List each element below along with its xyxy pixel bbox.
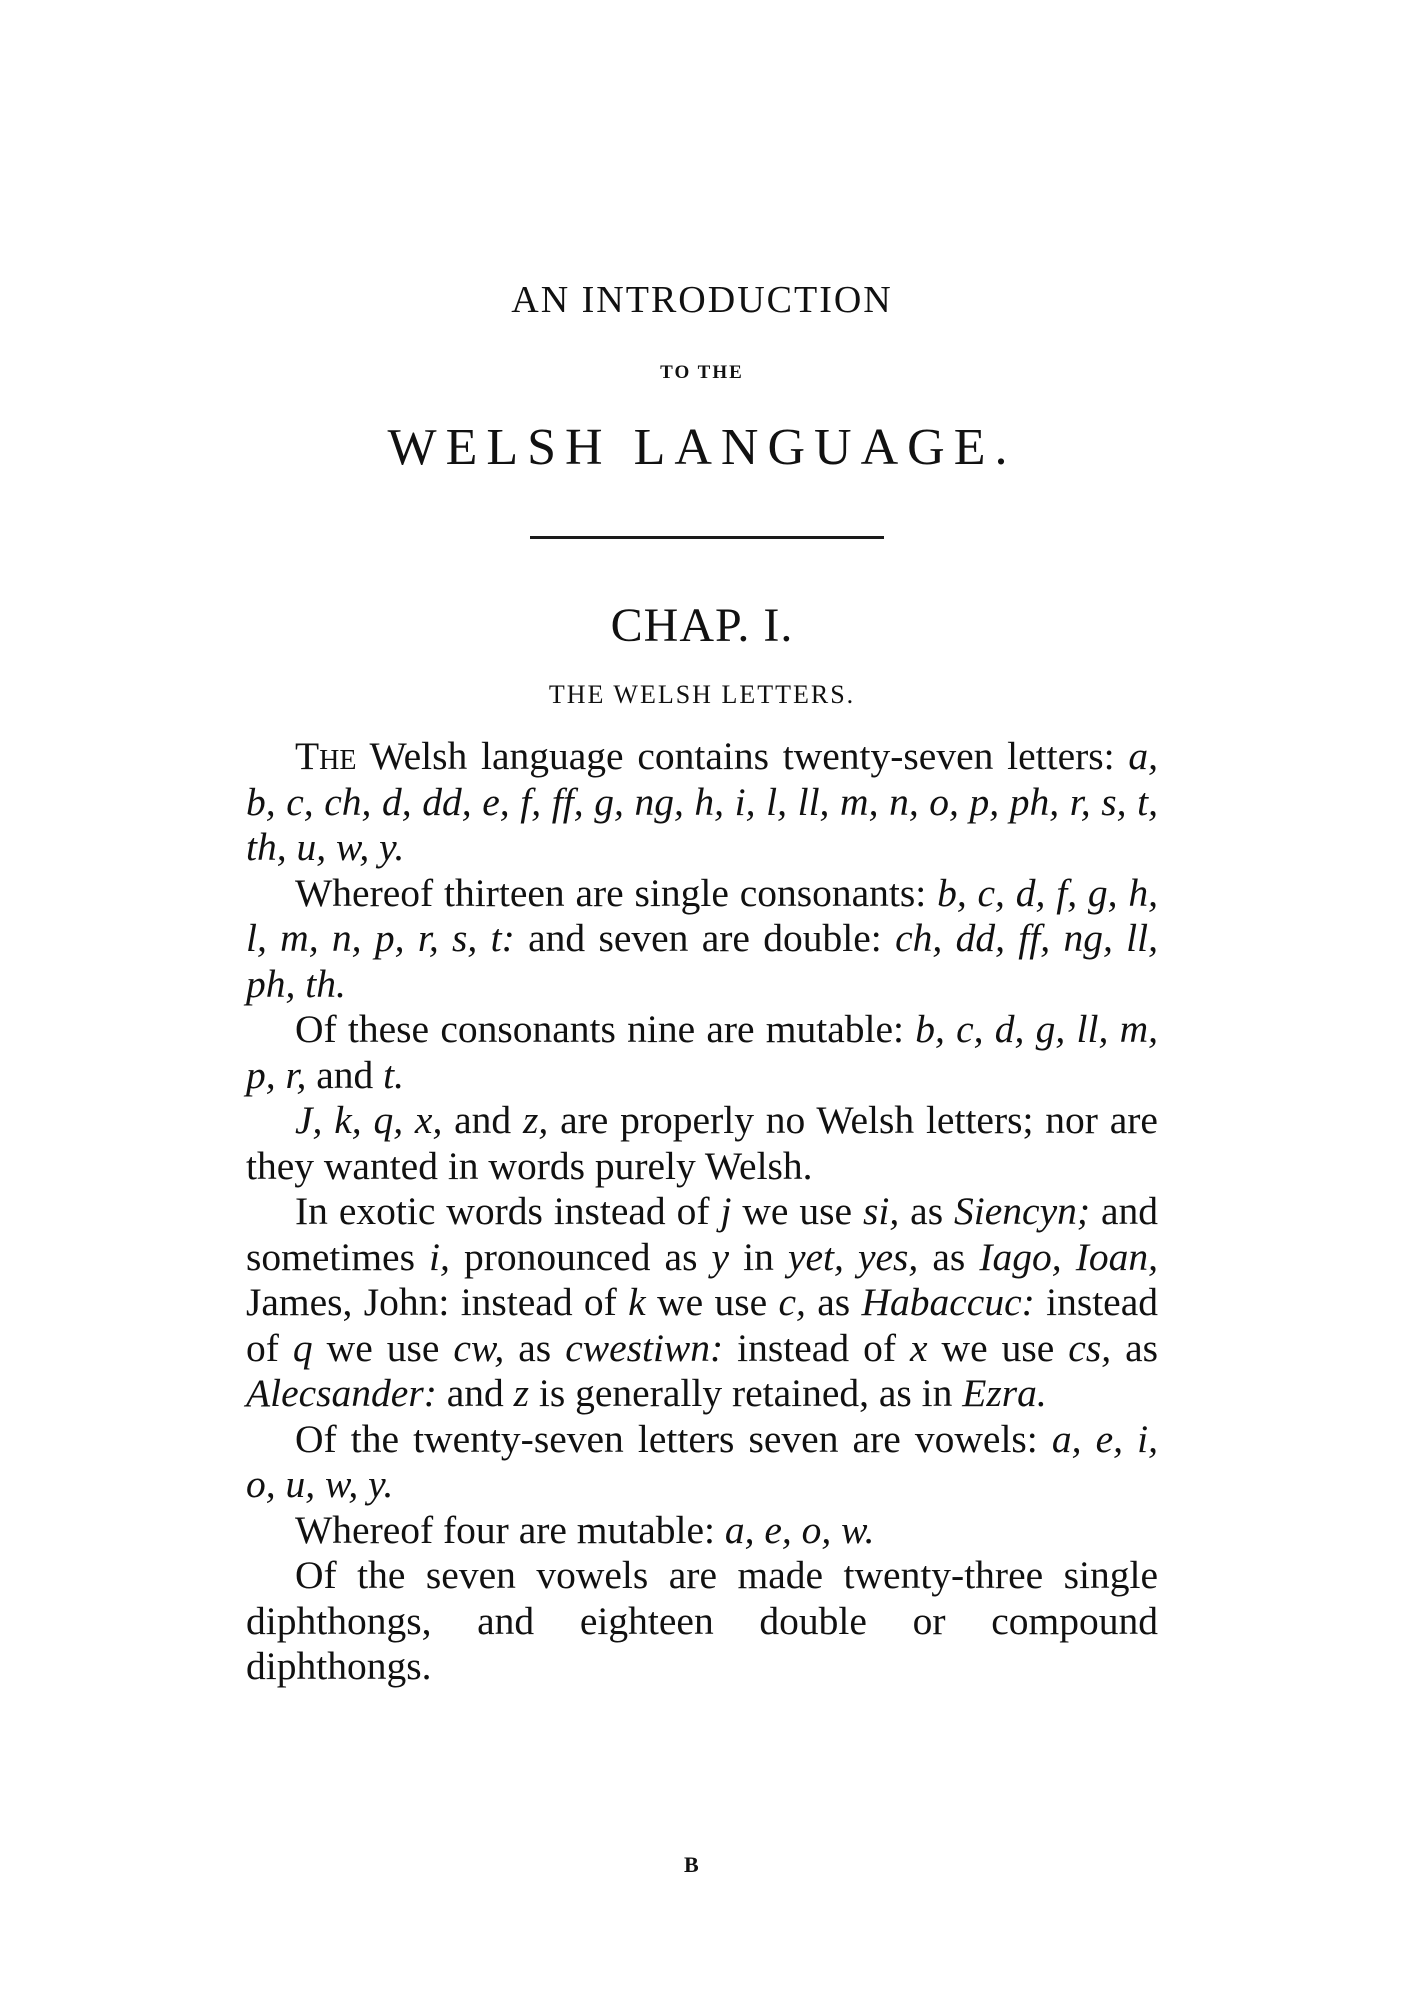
paragraph-diphthongs: Of the seven vowels are made twenty-three single diphthongs, and eighteen double or compound diphthongs.	[246, 1553, 1158, 1688]
paragraph-mutable-consonants: Of these consonants nine are mutable: b, c, d, g, ll, m, p, r, and t.	[246, 1007, 1158, 1097]
chapter-subtitle: THE WELSH LETTERS.	[548, 680, 856, 709]
paragraph-exotic-words: In exotic words instead of j we use si, as Siencyn; and sometimes i, pronounced as y in yet, yes, as Iago, Ioan, James, John: instead of k we use c, as Habaccuc: instead of q we use cw, as cwestiwn: instead of x we use cs, as Alecsander: and z is generally retained, as in Ezra.	[246, 1189, 1158, 1415]
paragraph-mutable-vowels: Whereof four are mutable: a, e, o, w.	[295, 1507, 875, 1552]
drop-word: The	[295, 734, 357, 778]
title-line-welsh-language: WELSH LANGUAGE.	[387, 419, 1017, 476]
paragraph-consonants: Whereof thirteen are single consonants: b, c, d, f, g, h, l, m, n, p, r, s, t: and seven are double: ch, dd, ff, ng, ll, ph, th.	[246, 870, 1158, 1006]
title-line-to-the: TO THE	[660, 362, 744, 383]
paragraph-letters: The Welsh language contains twenty-seven letters: a, b, c, ch, d, dd, e, f, ff, g, ng, h, i, l, ll, m, n, o, p, ph, r, s, t, th, u, w, y.	[246, 734, 1158, 869]
paragraph-non-welsh-letters: J, k, q, x, and z, are properly no Welsh letters; nor are they wanted in words purely Welsh.	[246, 1098, 1158, 1188]
paragraph-vowels: Of the twenty-seven letters seven are vowels: a, e, i, o, u, w, y.	[246, 1416, 1159, 1506]
body-text	[246, 734, 1158, 1690]
title-line-introduction: AN INTRODUCTION	[511, 279, 893, 321]
horizontal-rule	[530, 536, 884, 539]
signature-mark: B	[684, 1852, 699, 1877]
chapter-title: CHAP. I.	[610, 599, 794, 652]
